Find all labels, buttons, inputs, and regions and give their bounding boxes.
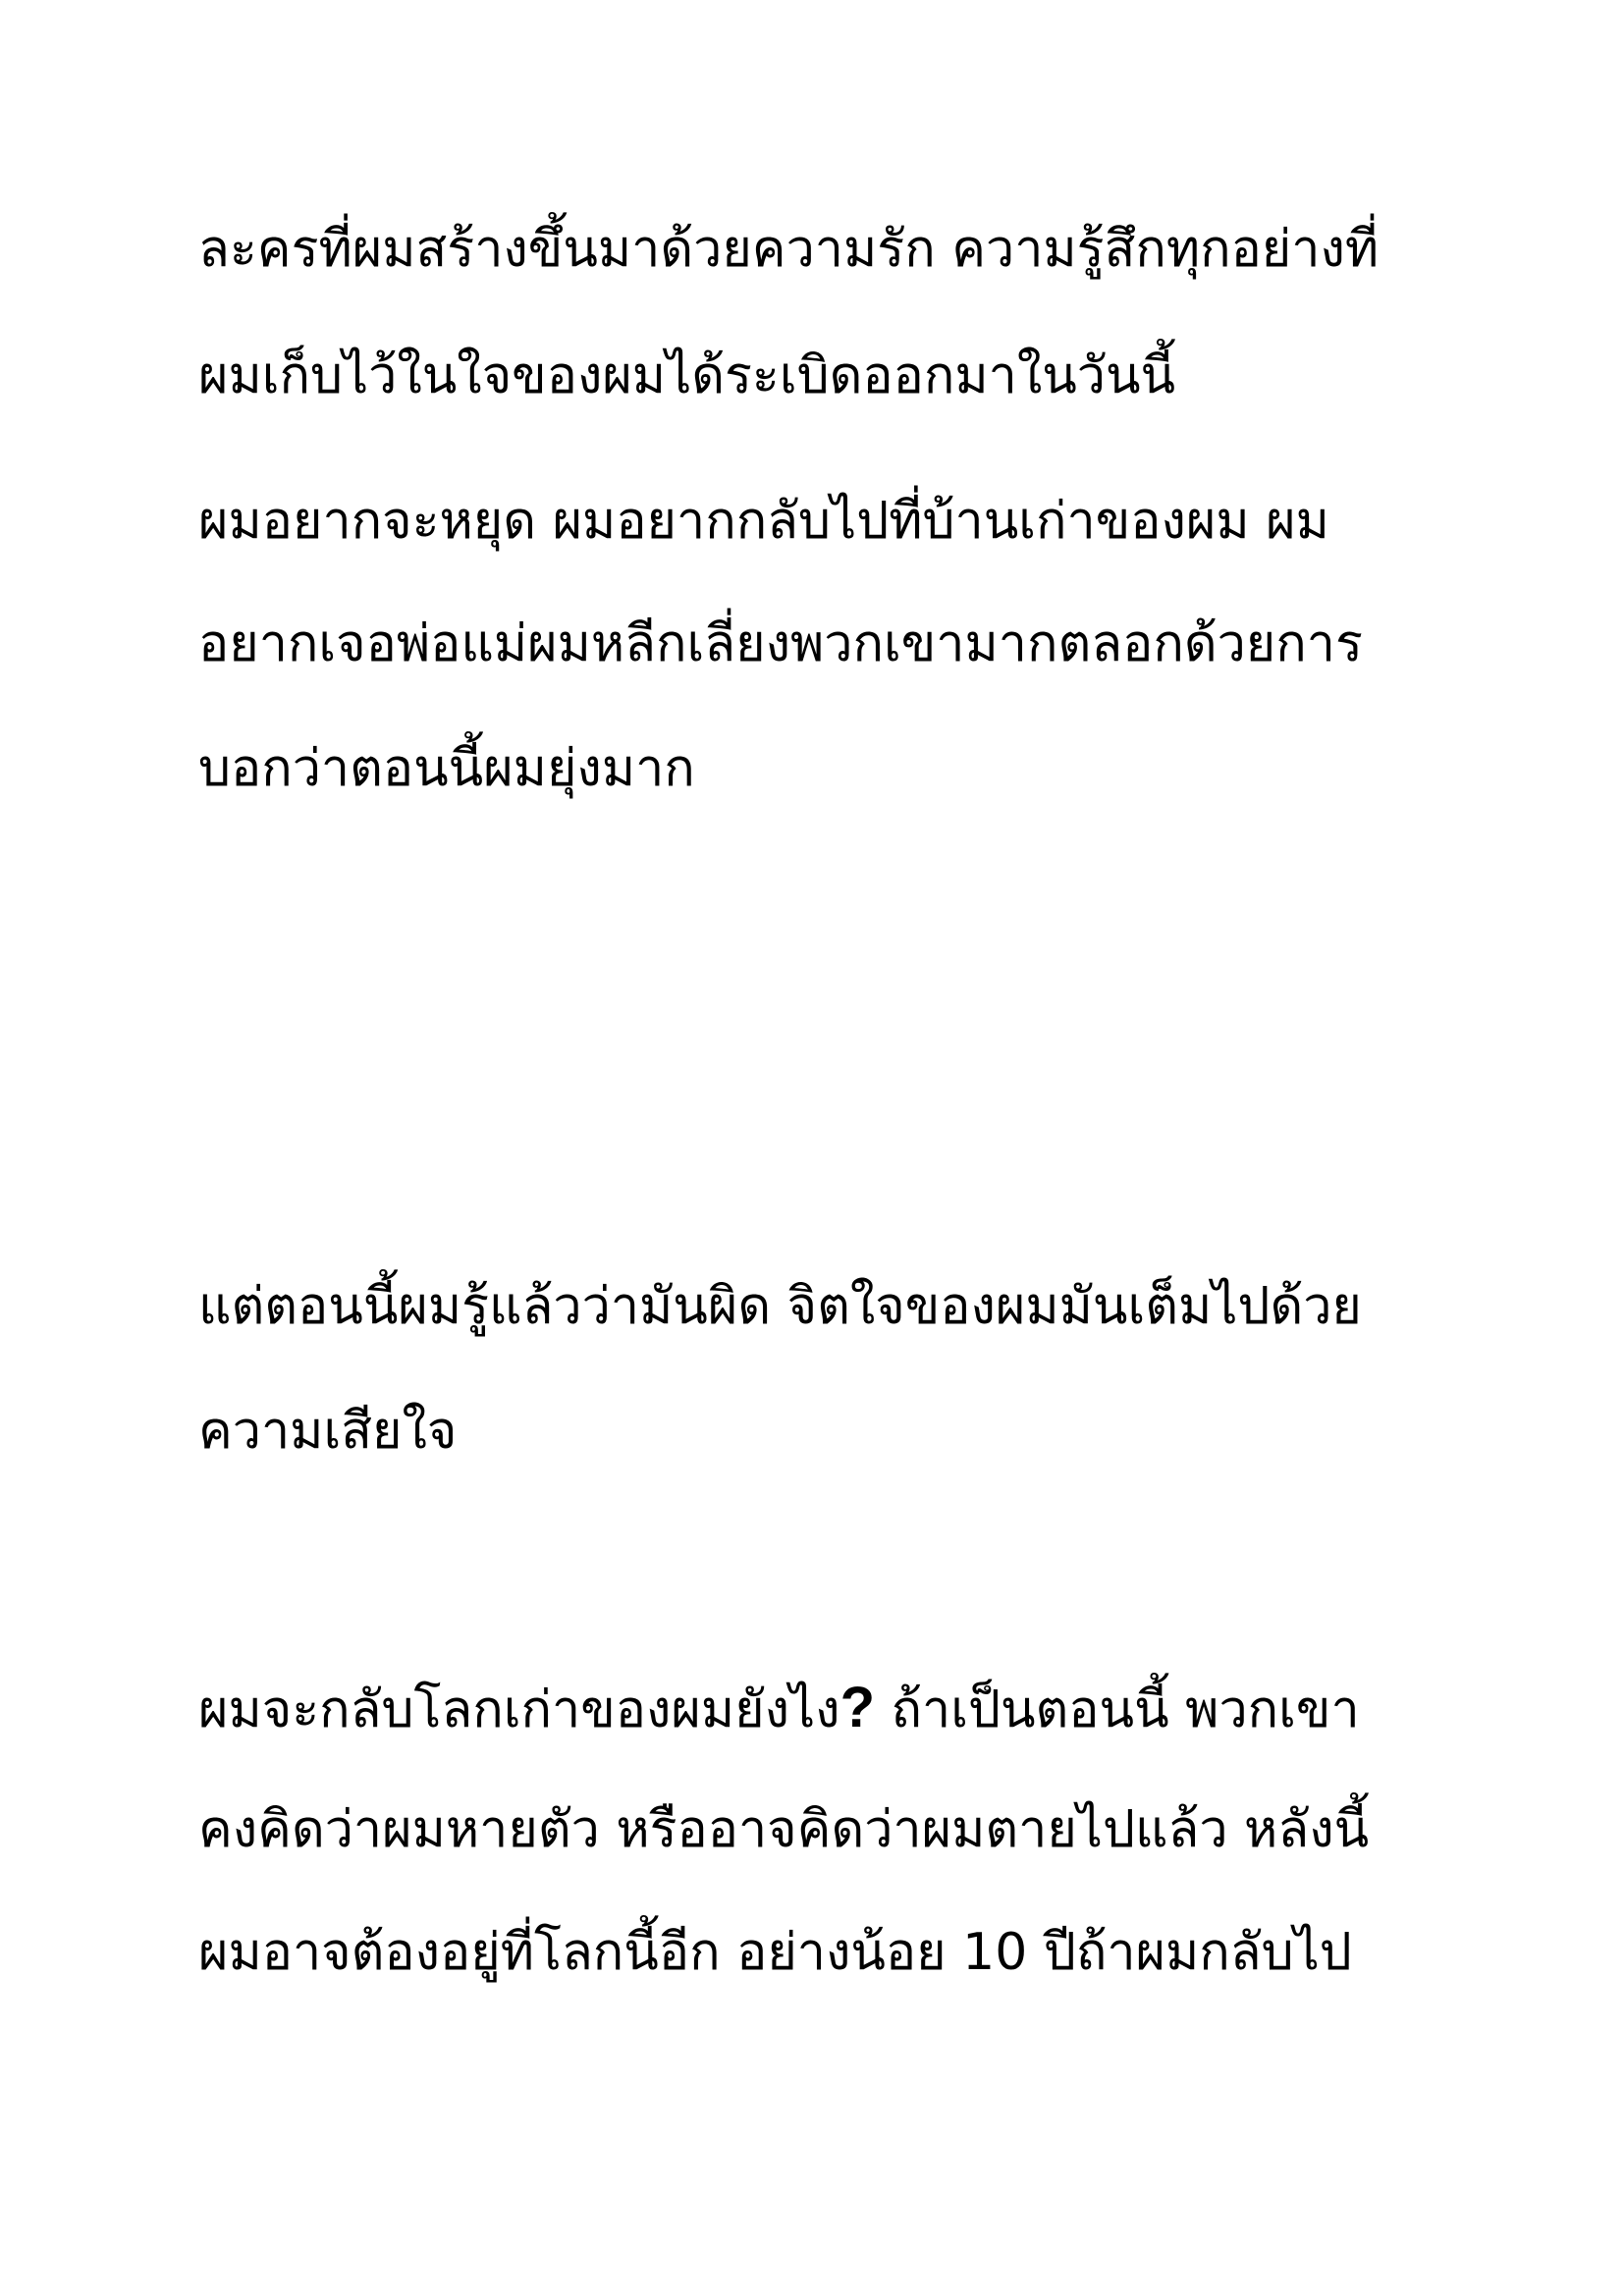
text-line: ละครที่ผมสร้างขึ้นมาด้วยความรัก ความรู้สึกทุกอย่างที่ bbox=[198, 220, 1380, 279]
text-line: แต่ตอนนี้ผมรู้แล้วว่ามันผิด จิตใจของผมมันเต็มไปด้วย bbox=[198, 1277, 1362, 1336]
text-line-start: ผมจะกลับโลกเก่าของผมยังไง bbox=[198, 1681, 840, 1739]
text-line: ผมเก็บไว้ในใจของผมได้ระเบิดออกมาในวันนี้ bbox=[198, 347, 1176, 405]
text-line: อยากเจอพ่อแม่ผมหลีกเลี่ยงพวกเขามากตลอกด้วยการ bbox=[198, 614, 1363, 673]
text-line: บอกว่าตอนนี้ผมยุ่งมาก bbox=[198, 739, 695, 798]
text-line: คงคิดว่าผมหายตัว หรืออาจคิดว่าผมตายไปแล้ว หลังนี้ bbox=[198, 1800, 1370, 1859]
question-mark: ? bbox=[839, 1676, 875, 1739]
text-line: ผมอาจต้องอยู่ที่โลกนี้อีก อย่างน้อย 10 ปีถ้าผมกลับไป bbox=[198, 1923, 1352, 1982]
text-line-end: ถ้าเป็นตอนนี้ พวกเขา bbox=[875, 1681, 1360, 1739]
text-line: ความเสียใจ bbox=[198, 1402, 458, 1461]
text-line: ผมอยากจะหยุด ผมอยากกลับไปที่บ้านเก่าของผม ผม bbox=[198, 492, 1329, 551]
text-line bbox=[198, 1676, 1360, 1739]
